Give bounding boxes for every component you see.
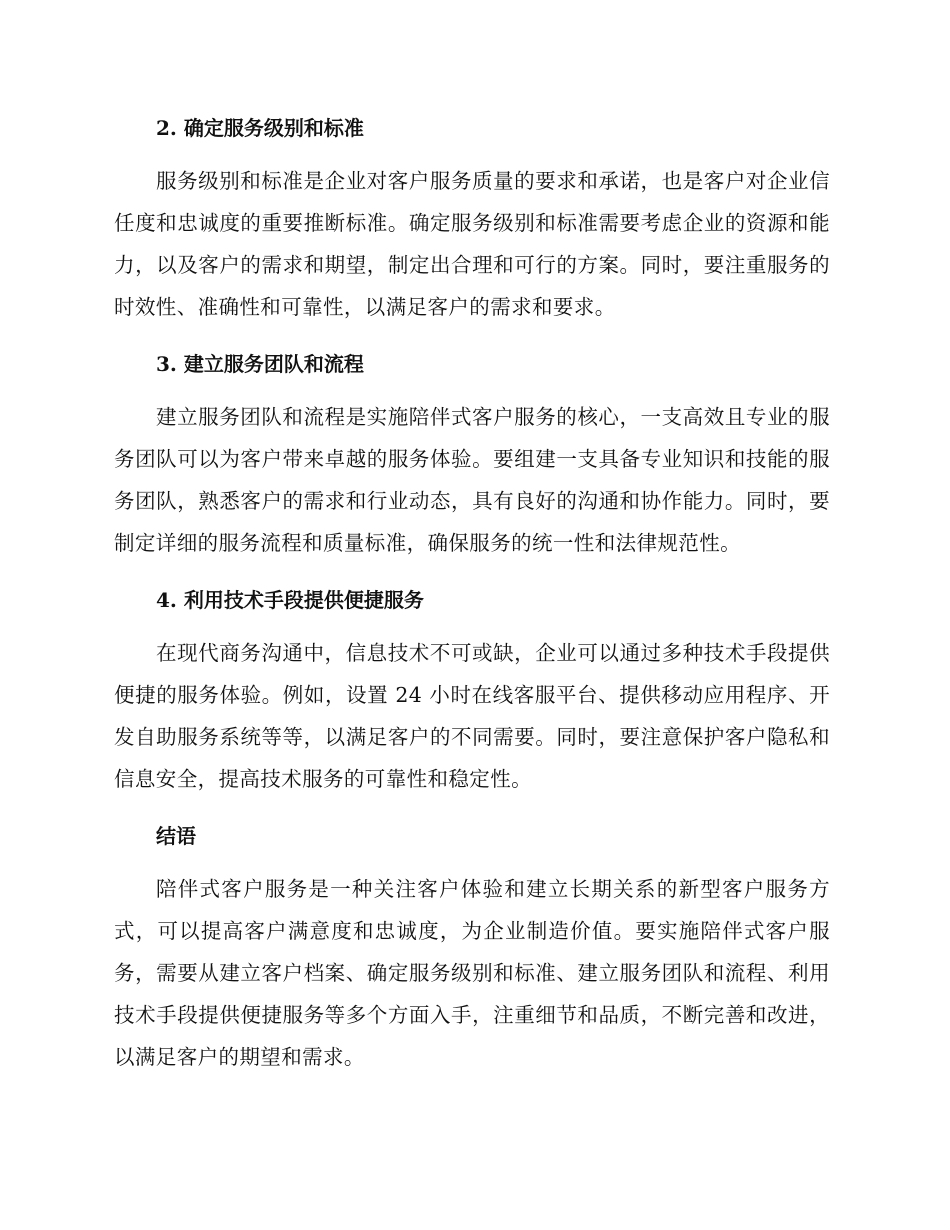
section-heading: 3. 建立服务团队和流程 [156, 352, 364, 376]
section-conclusion-body [114, 868, 830, 1078]
section-service-level-body [114, 160, 830, 328]
section-paragraph: 建立服务团队和流程是实施陪伴式客户服务的核心，一支高效且专业的服务团队可以为客户带来卓越的服务体验。要组建一支具备专业知识和技能的服务团队，熟悉客户的需求和行业动态，具有良好的沟通和协作能力。同时，要制定详细的服务流程和质量标准，确保服务的统一性和法律规范性。 [114, 405, 830, 555]
section-heading: 4. 利用技术手段提供便捷服务 [156, 588, 424, 612]
section-paragraph: 在现代商务沟通中，信息技术不可或缺，企业可以通过多种技术手段提供便捷的服务体验。例如，设置 24 小时在线客服平台、提供移动应用程序、开发自助服务系统等等，以满足客户的不同需要。同时，要注意保护客户隐私和信息安全，提高技术服务的可靠性和稳定性。 [114, 641, 830, 791]
section-service-team [114, 349, 830, 379]
section-technology [114, 585, 830, 615]
section-technology-body [114, 632, 830, 800]
section-service-level [114, 113, 830, 143]
section-heading: 2. 确定服务级别和标准 [156, 116, 364, 140]
section-heading: 结语 [156, 824, 196, 848]
section-service-team-body [114, 396, 830, 564]
section-paragraph: 陪伴式客户服务是一种关注客户体验和建立长期关系的新型客户服务方式，可以提高客户满意度和忠诚度，为企业制造价值。要实施陪伴式客户服务，需要从建立客户档案、确定服务级别和标准、建立服务团队和流程、利用技术手段提供便捷服务等多个方面入手，注重细节和品质，不断完善和改进，以满足客户的期望和需求。 [114, 877, 830, 1069]
section-paragraph: 服务级别和标准是企业对客户服务质量的要求和承诺，也是客户对企业信任度和忠诚度的重要推断标准。确定服务级别和标准需要考虑企业的资源和能力，以及客户的需求和期望，制定出合理和可行的方案。同时，要注重服务的时效性、准确性和可靠性，以满足客户的需求和要求。 [114, 169, 830, 319]
section-conclusion [114, 821, 830, 851]
